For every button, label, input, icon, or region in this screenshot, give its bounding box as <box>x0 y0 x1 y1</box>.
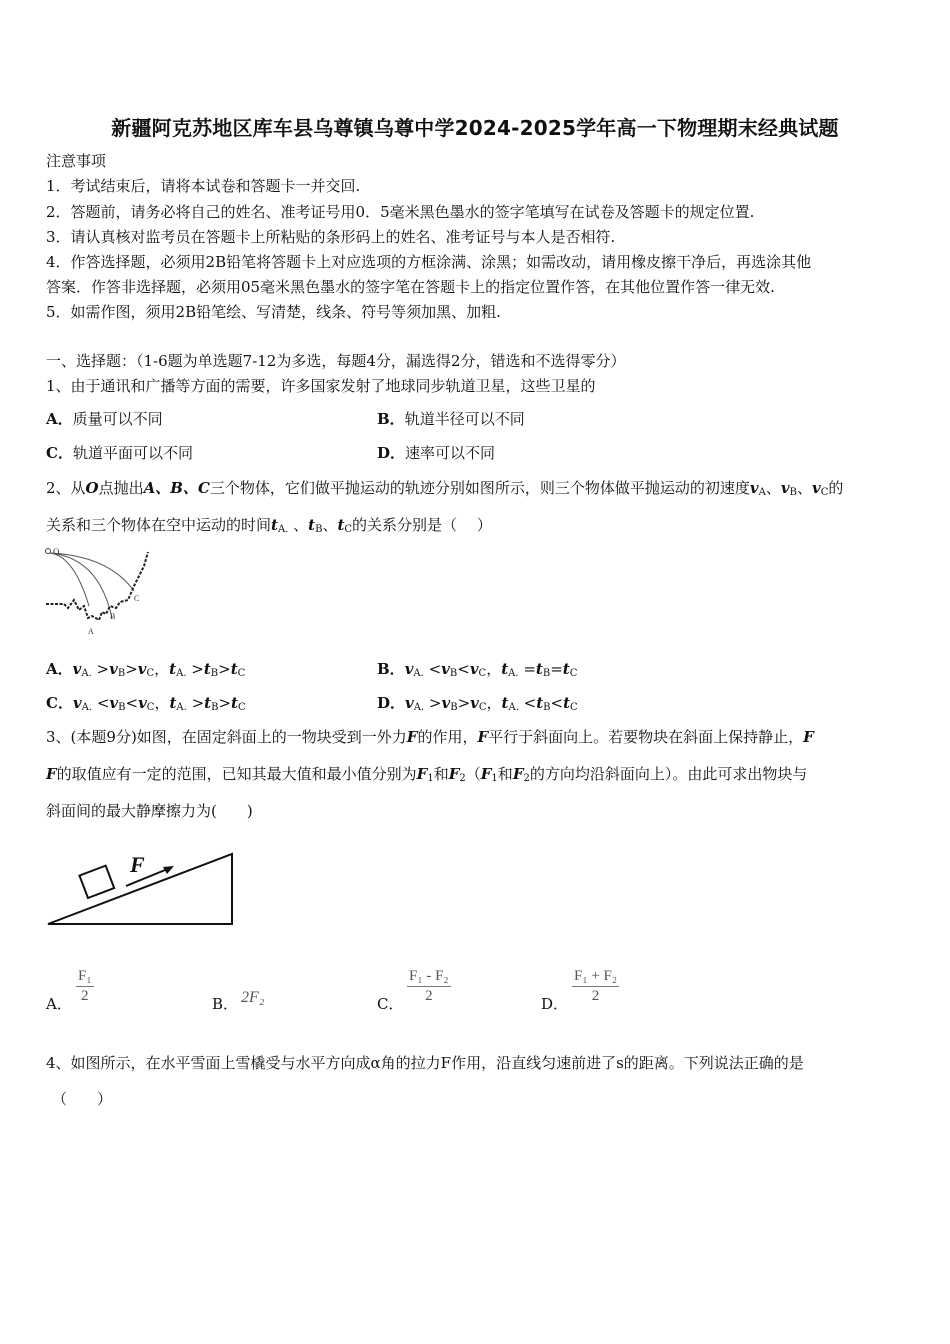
fig-label-a: A <box>88 627 94 636</box>
q3-stem-line1: 3、(本题9分)如图，在固定斜面上的一物块受到一外力F的作用，F平行于斜面向上。若要物块在斜面上保持静止，F <box>46 728 814 746</box>
q3-stem-line2: F的取值应有一定的范围，已知其最大值和最小值分别为$F_1$和$F_2(F_1$和$F_2$的方向均沿斜面向上）。由此可求出物块与 <box>46 765 808 784</box>
notice-item: 1．考试结束后，请将本试卷和答题卡一并交回. <box>46 177 361 195</box>
q3-option-c-label: C． <box>377 995 404 1013</box>
q3-option-d-label: D． <box>541 995 569 1013</box>
q3-stem-line3: 斜面间的最大静摩擦力为( ) <box>46 802 253 820</box>
fig-label-b: B <box>110 612 116 621</box>
notice-item: 答案．作答非选择题，必须用05毫米黑色墨水的签字笔在答题卡上的指定位置作答，在其他位置作答一律无效. <box>46 278 775 296</box>
notice-item: 2．答题前，请务必将自己的姓名、准考证号用0．5毫米黑色墨水的签字笔填写在试卷及答题卡的规定位置. <box>46 203 755 221</box>
q3-option-b-label: B． <box>212 995 239 1013</box>
q2-option-b: B．$v_{A.} <v_B<v_C$，$t_{A.} =t_B=t_C$ <box>377 660 578 679</box>
q2-option-a: A．$v_{A.} >v_B>v_C$，$t_{A.} >t_B>t_C$ <box>46 660 246 679</box>
q4-stem-line2: （ ） <box>52 1090 113 1108</box>
q1-stem: 1、由于通讯和广播等方面的需要，许多国家发射了地球同步轨道卫星，这些卫星的 <box>46 377 596 395</box>
incline-block-figure <box>44 846 240 930</box>
q2-stem-line2: 关系和三个物体在空中运动的时间$t_{A.}$ 、$t_B$、$t_C$的关系分别是（ ） <box>46 516 492 535</box>
q3-option-b-value: 2F₂ <box>241 989 265 1006</box>
q3-option-c-fraction: $\frac{\text{F₁ - F₂}}{2}$ <box>409 968 449 1004</box>
q3-option-a-fraction: $\frac{\text{F₁}}{2}$ <box>78 968 92 1004</box>
section-heading: 一、选择题：（1-6题为单选题7-12为多选，每题4分，漏选得2分，错选和不选得零分） <box>46 352 626 370</box>
q2-option-c: C．$v_{A.} <v_B<v_C$，$t_{A.} >t_B>t_C$ <box>46 694 246 713</box>
q2-option-d: D．$v_{A.} >v_B>v_C$，$t_{A.} <t_B<t_C$ <box>377 694 578 713</box>
q3-option-d-fraction: $\frac{\text{F₁ + F₂}}{2}$ <box>574 968 618 1004</box>
notice-item: 4．作答选择题，必须用2B铅笔将答题卡上对应选项的方框涂满、涂黑；如需改动，请用橡皮擦干净后，再选涂其他 <box>46 253 812 271</box>
notice-item: 3．请认真核对监考员在答题卡上所粘贴的条形码上的姓名、准考证号与本人是否相符. <box>46 228 616 246</box>
q2-stem-line1: 2、从O点抛出A、B、C三个物体，它们做平抛运动的轨迹分别如图所示，则三个物体做平抛运动的初速度$v_A$、$v_B$、$v_C$的 <box>46 479 844 498</box>
q4-stem-line1: 4、如图所示，在水平雪面上雪橇受与水平方向成α角的拉力F作用，沿直线匀速前进了s的距离。下列说法正确的是 <box>46 1054 804 1072</box>
page-title: 新疆阿克苏地区库车县乌尊镇乌尊中学2024-2025学年高一下物理期末经典试题 <box>111 116 839 140</box>
projectile-trajectories-figure <box>44 546 156 640</box>
force-label: F <box>130 852 145 877</box>
q1-option-a: A．质量可以不同 <box>46 410 163 428</box>
fig-label-o: O <box>53 547 60 557</box>
q3-option-a-label: A． <box>46 995 72 1013</box>
notice-item: 5．如需作图，须用2B铅笔绘、写清楚，线条、符号等须加黑、加粗. <box>46 303 501 321</box>
q1-option-b: B．轨道半径可以不同 <box>377 410 525 428</box>
notice-heading: 注意事项 <box>46 152 107 170</box>
q1-option-c: C．轨道平面可以不同 <box>46 444 193 462</box>
fig-label-c: C <box>134 594 140 603</box>
q1-option-d: D．速率可以不同 <box>377 444 496 462</box>
